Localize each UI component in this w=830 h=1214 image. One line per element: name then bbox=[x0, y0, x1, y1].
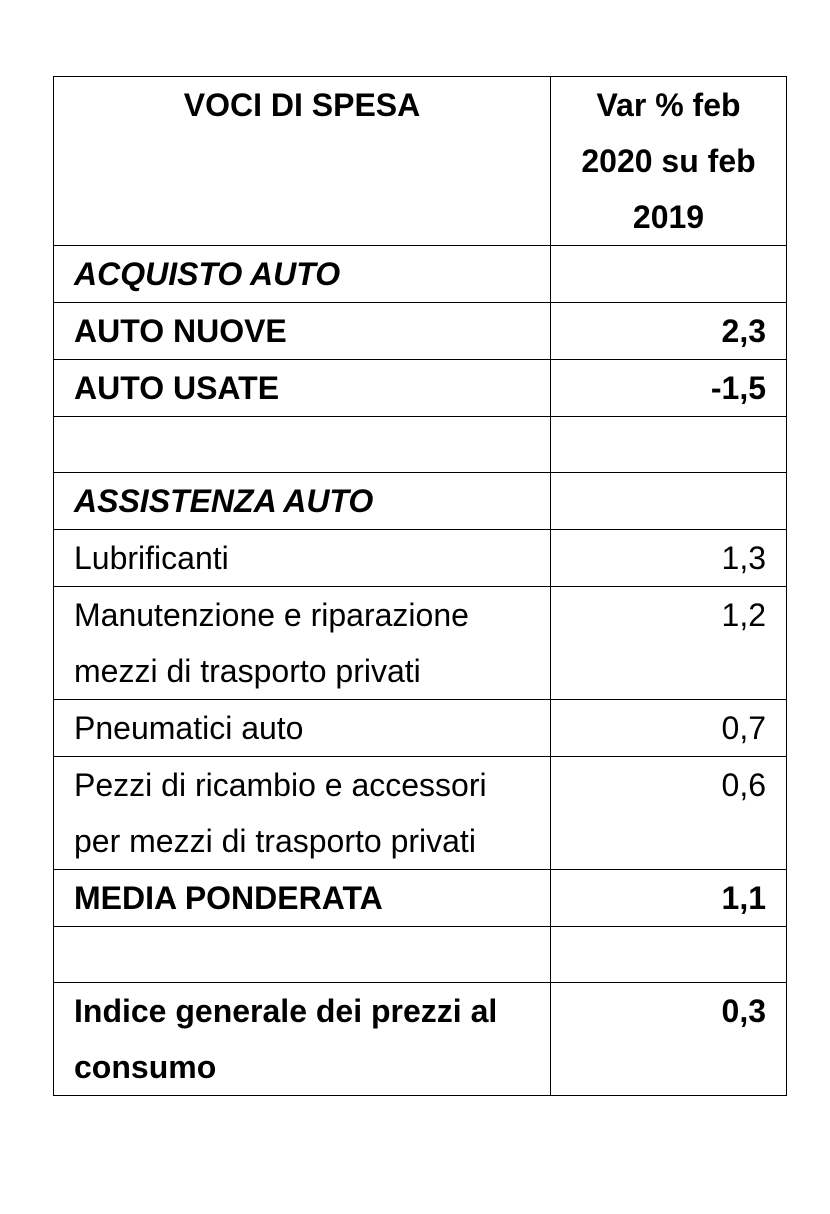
table-row-empty bbox=[54, 417, 787, 473]
table-row bbox=[54, 530, 787, 587]
table-row-section-assistenza bbox=[54, 473, 787, 530]
row-value bbox=[551, 417, 787, 473]
header-label: VOCI DI SPESA bbox=[54, 77, 551, 246]
row-value: 0,7 bbox=[551, 700, 787, 757]
row-label: Lubrificanti bbox=[54, 530, 551, 587]
table-row bbox=[54, 360, 787, 417]
row-label bbox=[54, 927, 551, 983]
row-label: AUTO NUOVE bbox=[54, 303, 551, 360]
table-header-row bbox=[54, 77, 787, 246]
row-label: Indice generale dei prezzi al consumo bbox=[54, 983, 551, 1096]
table-row-empty bbox=[54, 927, 787, 983]
row-label: AUTO USATE bbox=[54, 360, 551, 417]
header-value: Var % feb 2020 su feb 2019 bbox=[551, 77, 787, 246]
row-label: ASSISTENZA AUTO bbox=[54, 473, 551, 530]
row-value bbox=[551, 246, 787, 303]
row-value: 0,6 bbox=[551, 757, 787, 870]
row-label: MEDIA PONDERATA bbox=[54, 870, 551, 927]
table-row-section-acquisto bbox=[54, 246, 787, 303]
row-value: 0,3 bbox=[551, 983, 787, 1096]
row-label: Pneumatici auto bbox=[54, 700, 551, 757]
row-value: 1,1 bbox=[551, 870, 787, 927]
table-row bbox=[54, 700, 787, 757]
table-row bbox=[54, 587, 787, 700]
row-label: Pezzi di ricambio e accessori per mezzi di trasporto privati bbox=[54, 757, 551, 870]
row-label: ACQUISTO AUTO bbox=[54, 246, 551, 303]
row-value bbox=[551, 927, 787, 983]
table-row bbox=[54, 303, 787, 360]
row-value: 2,3 bbox=[551, 303, 787, 360]
table-row-general-index bbox=[54, 983, 787, 1096]
row-value: 1,2 bbox=[551, 587, 787, 700]
row-label bbox=[54, 417, 551, 473]
row-label: Manutenzione e riparazione mezzi di trasporto privati bbox=[54, 587, 551, 700]
table-row-weighted-average bbox=[54, 870, 787, 927]
row-value: -1,5 bbox=[551, 360, 787, 417]
table-row bbox=[54, 757, 787, 870]
row-value: 1,3 bbox=[551, 530, 787, 587]
row-value bbox=[551, 473, 787, 530]
price-variation-table bbox=[53, 76, 787, 1096]
